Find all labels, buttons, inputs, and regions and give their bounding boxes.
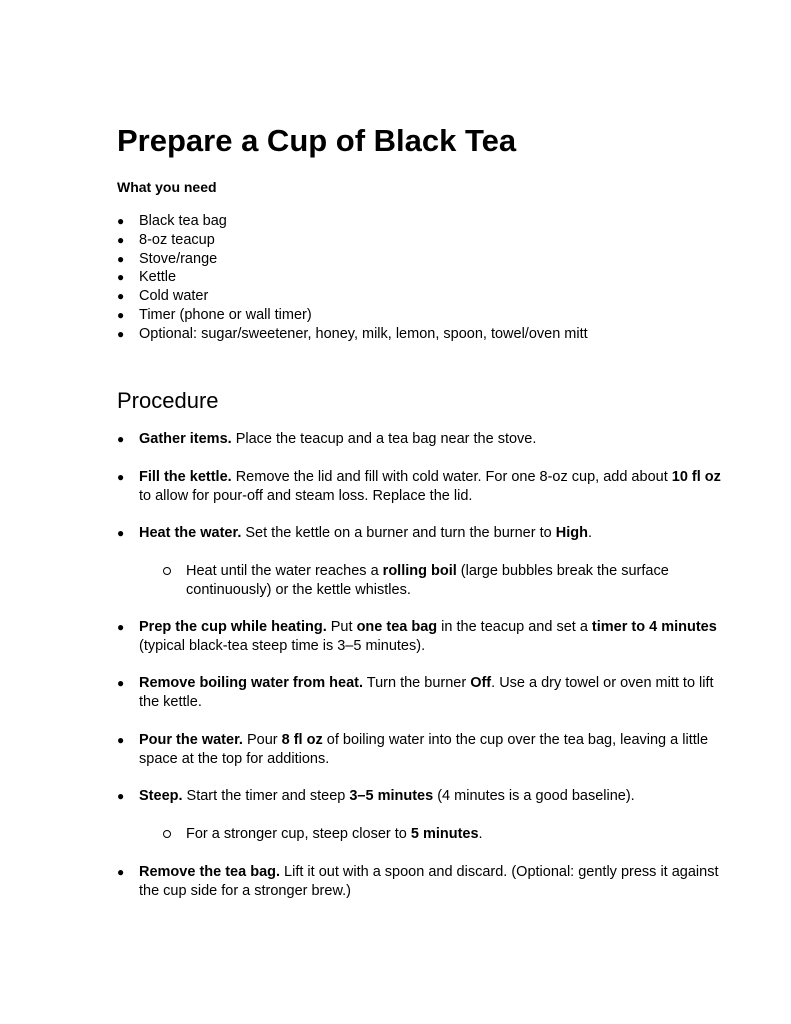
bullet-icon: ● xyxy=(117,526,125,540)
bullet-icon: ● xyxy=(117,326,125,341)
procedure-step-remove-heat: ● Remove boiling water from heat. Turn the burner Off. Use a dry towel or oven mitt to lift the kettle. xyxy=(117,675,714,710)
bullet-icon: ● xyxy=(117,676,125,690)
bullet-icon: ● xyxy=(117,432,125,446)
circle-bullet-icon xyxy=(163,567,171,575)
list-item: ● Black tea bag xyxy=(117,213,227,229)
list-item: ● Kettle xyxy=(117,269,177,286)
circle-bullet-icon xyxy=(163,830,171,838)
procedure-step-heat: ● Heat the water. Set the kettle on a burner and turn the burner to High. xyxy=(117,525,592,541)
bullet-icon: ● xyxy=(117,307,125,322)
list-item: ● Optional: sugar/sweetener, honey, milk, lemon, spoon, towel/oven mitt xyxy=(117,325,588,342)
bullet-icon: ● xyxy=(117,733,125,747)
list-item: ● 8-oz teacup xyxy=(117,231,215,248)
bullet-icon: ● xyxy=(117,865,125,879)
procedure-substep-stronger: For a stronger cup, steep closer to 5 minutes. xyxy=(163,825,706,844)
page-title: Prepare a Cup of Black Tea xyxy=(117,123,517,158)
bullet-icon: ● xyxy=(117,270,125,285)
procedure-substep-boil: Heat until the water reaches a rolling boil (large bubbles break the surface continuously) or the kettle whistles. xyxy=(163,562,706,600)
bullet-icon: ● xyxy=(117,232,125,247)
procedure-step-pour: ● Pour the water. Pour 8 fl oz of boiling water into the cup over the tea bag, leaving a little space at the top for additions. xyxy=(117,732,709,767)
procedure-step-fill: ● Fill the kettle. Remove the lid and fill with cold water. For one 8-oz cup, add about 10 fl oz to allow for pour-off and steam loss. Replace the lid. xyxy=(117,469,721,504)
bullet-icon: ● xyxy=(117,620,125,634)
procedure-step-gather: ● Gather items. Place the teacup and a tea bag near the stove. xyxy=(117,431,537,447)
procedure-step-prep: ● Prep the cup while heating. Put one tea bag in the teacup and set a timer to 4 minutes (typical black-tea steep time is 3–5 minutes). xyxy=(117,619,717,654)
bullet-icon: ● xyxy=(117,214,125,228)
bullet-icon: ● xyxy=(117,470,125,484)
procedure-heading: Procedure xyxy=(117,388,219,413)
list-item: ● Stove/range xyxy=(117,250,218,267)
needs-heading: What you need xyxy=(117,179,217,195)
bullet-icon: ● xyxy=(117,251,125,266)
bullet-icon: ● xyxy=(117,789,125,803)
list-item: ● Timer (phone or wall timer) xyxy=(117,306,312,323)
procedure-step-steep: ● Steep. Start the timer and steep 3–5 minutes (4 minutes is a good baseline). xyxy=(117,788,635,804)
procedure-step-remove-bag: ● Remove the tea bag. Lift it out with a spoon and discard. (Optional: gently press it against the cup side for a stronger brew.) xyxy=(117,864,719,899)
bullet-icon: ● xyxy=(117,289,125,304)
needs-list xyxy=(117,212,588,344)
list-item: ● Cold water xyxy=(117,288,209,305)
